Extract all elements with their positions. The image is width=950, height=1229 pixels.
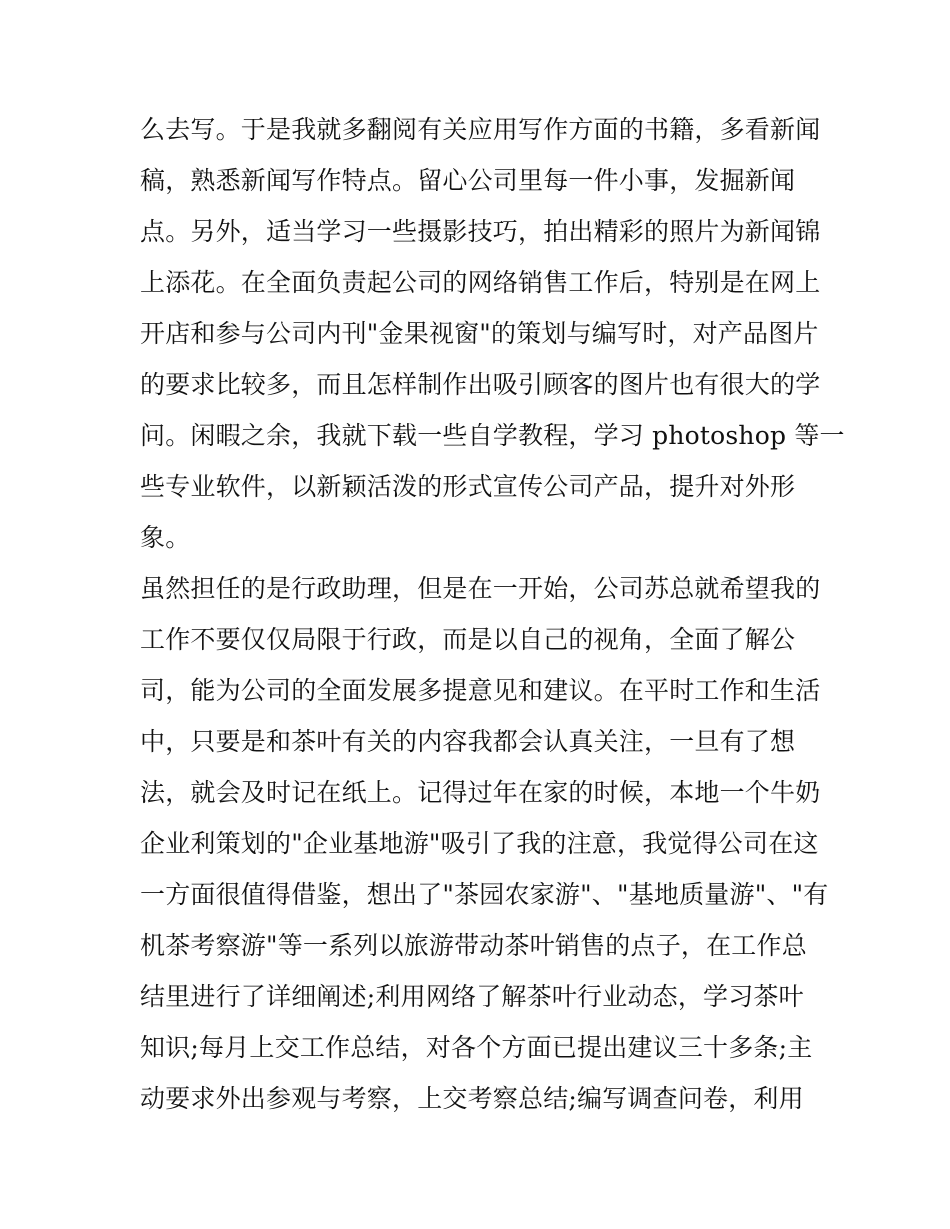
text-line: 点。另外，适当学习一些摄影技巧，拍出精彩的照片为新闻锦 — [140, 217, 821, 246]
text-line: 象。 — [140, 523, 191, 552]
text-line: 动要求外出参观与考察，上交考察总结;编写调查问卷，利用 — [140, 1084, 804, 1113]
text-line: 上添花。在全面负责起公司的网络销售工作后，特别是在网上 — [140, 268, 821, 297]
text-line: 么去写。于是我就多翻阅有关应用写作方面的书籍，多看新闻 — [140, 115, 821, 144]
text-line: 中，只要是和茶叶有关的内容我都会认真关注，一旦有了想 — [140, 727, 796, 756]
body-text — [140, 104, 845, 1124]
text-line: 机茶考察游"等一系列以旅游带动茶叶销售的点子，在工作总 — [140, 931, 807, 960]
text-line: 开店和参与公司内刊"金果视窗"的策划与编写时，对产品图片 — [140, 319, 819, 348]
text-line: 问。闲暇之余，我就下载一些自学教程，学习 photoshop 等一 — [140, 421, 845, 450]
text-line: 法，就会及时记在纸上。记得过年在家的时候，本地一个牛奶 — [140, 778, 821, 807]
text-line: 企业利策划的"企业基地游"吸引了我的注意，我觉得公司在这 — [140, 829, 819, 858]
text-line: 些专业软件，以新颖活泼的形式宣传公司产品，提升对外形 — [140, 472, 796, 501]
paragraph-2 — [140, 563, 830, 1124]
text-line: 虽然担任的是行政助理，但是在一开始，公司苏总就希望我的 — [140, 574, 821, 603]
text-line: 结里进行了详细阐述;利用网络了解茶叶行业动态，学习茶叶 — [140, 982, 804, 1011]
text-line: 的要求比较多，而且怎样制作出吸引顾客的图片也有很大的学 — [140, 370, 821, 399]
text-line: 知识;每月上交工作总结，对各个方面已提出建议三十多条;主 — [140, 1033, 813, 1062]
text-line: 司，能为公司的全面发展多提意见和建议。在平时工作和生活 — [140, 676, 821, 705]
text-line: 一方面很值得借鉴，想出了"茶园农家游"、"基地质量游"、"有 — [140, 880, 829, 909]
paragraph-1 — [140, 104, 845, 563]
text-line: 工作不要仅仅局限于行政，而是以自己的视角，全面了解公 — [140, 625, 796, 654]
text-line: 稿，熟悉新闻写作特点。留心公司里每一件小事，发掘新闻 — [140, 166, 796, 195]
